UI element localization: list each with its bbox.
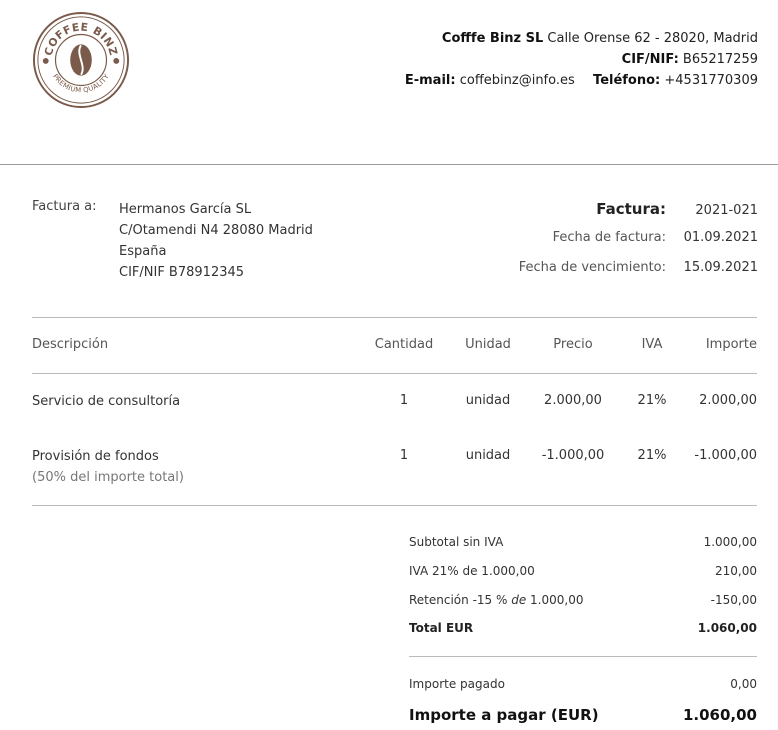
coffee-binz-logo — [32, 11, 130, 109]
billto-line: CIF/NIF B78912345 — [119, 265, 245, 280]
invoice-date-label: Fecha de factura: — [552, 230, 666, 245]
subtotal-value: 1.000,00 — [703, 535, 757, 549]
header-cantidad: Cantidad — [374, 337, 434, 352]
company-email-value: coffebinz@info.es — [459, 73, 575, 88]
company-address: Calle Orense 62 - 28020, Madrid — [547, 31, 758, 46]
paid-value: 0,00 — [730, 677, 757, 691]
table-top-divider — [32, 317, 757, 318]
company-cif-value: B65217259 — [682, 52, 758, 67]
paid-label: Importe pagado — [409, 677, 505, 691]
company-email-label: E-mail: — [404, 73, 456, 88]
header-importe: Importe — [705, 337, 757, 352]
company-cif-label: CIF/NIF: — [621, 52, 679, 67]
row-amount: 2.000,00 — [699, 393, 757, 408]
subtotal-label: Subtotal sin IVA — [409, 535, 504, 549]
row-unit: unidad — [465, 448, 511, 463]
header-precio: Precio — [553, 337, 593, 352]
company-phone-label: Teléfono: — [593, 73, 661, 88]
invoice-number-label: Factura: — [596, 200, 666, 218]
row-vat: 21% — [637, 393, 667, 408]
table-header-divider — [32, 373, 757, 374]
invoice-meta — [519, 200, 758, 290]
row-amount: -1.000,00 — [694, 448, 757, 463]
retention-label-percent: Retención -15 % — [409, 593, 508, 607]
totals-divider — [409, 656, 757, 657]
header-descripcion: Descripción — [32, 337, 109, 352]
table-bottom-divider — [32, 505, 757, 506]
row-description: Provisión de fondos — [32, 449, 159, 464]
invoice-due-label: Fecha de vencimiento: — [518, 260, 666, 275]
billto-label: Factura a: — [32, 199, 97, 214]
invoice-number-value: 2021-021 — [695, 203, 758, 218]
row-price: -1.000,00 — [541, 448, 605, 463]
company-phone-value: +4531770309 — [664, 73, 758, 88]
billto-line: Hermanos García SL — [119, 202, 252, 217]
header-unidad: Unidad — [465, 337, 511, 352]
company-name: Cofffe Binz SL — [441, 31, 544, 46]
row-unit: unidad — [465, 393, 511, 408]
header-divider — [0, 164, 778, 165]
retention-value: -150,00 — [710, 593, 757, 607]
vat-label: IVA 21% de 1.000,00 — [409, 564, 535, 578]
row-quantity: 1 — [399, 393, 409, 408]
total-label: Total EUR — [409, 621, 474, 635]
billto-line: C/Otamendi N4 28080 Madrid — [119, 223, 313, 238]
retention-label-de: de — [511, 593, 531, 607]
retention-label — [409, 593, 583, 607]
header-iva: IVA — [641, 337, 663, 352]
row-vat: 21% — [637, 448, 667, 463]
logo-top-text: COFFEE BINZ — [41, 20, 121, 58]
row-price: 2.000,00 — [544, 393, 602, 408]
amount-due-label: Importe a pagar (EUR) — [409, 706, 599, 724]
total-value: 1.060,00 — [697, 621, 757, 635]
billto-address — [119, 199, 313, 283]
company-info — [405, 28, 758, 91]
retention-label-base: 1.000,00 — [530, 593, 584, 607]
row-quantity: 1 — [399, 448, 409, 463]
invoice-due-value: 15.09.2021 — [683, 260, 758, 275]
amount-due-value: 1.060,00 — [682, 706, 757, 724]
vat-value: 210,00 — [715, 564, 757, 578]
row-description: Servicio de consultoría — [32, 394, 181, 409]
invoice-date-value: 01.09.2021 — [683, 230, 758, 245]
billto-line: España — [119, 244, 167, 259]
row-note: (50% del importe total) — [32, 470, 184, 485]
logo-bottom-text: PREMIUM QUALITY — [51, 72, 111, 95]
